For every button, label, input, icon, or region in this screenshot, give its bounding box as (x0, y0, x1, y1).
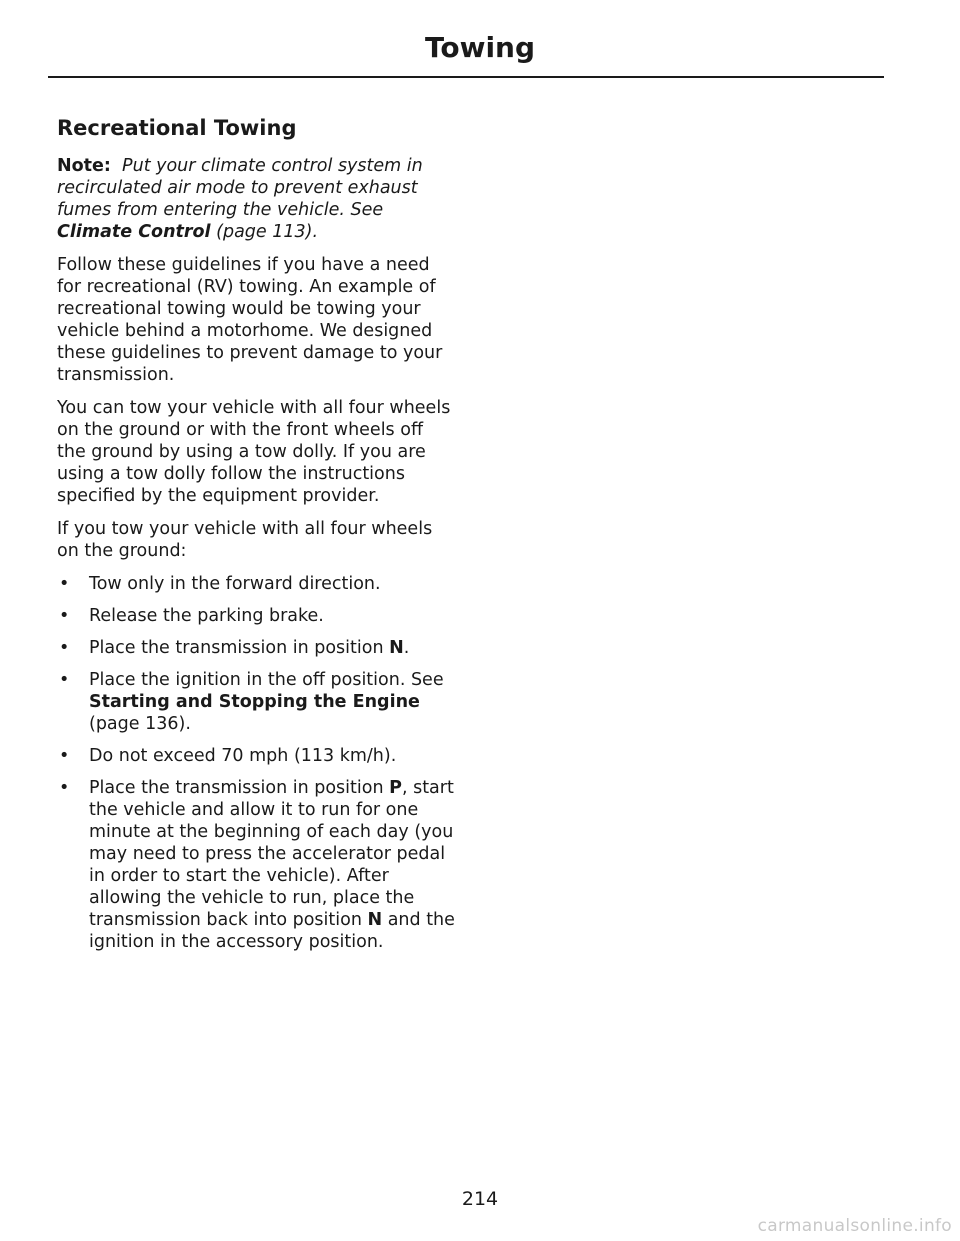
bullet-icon: • (59, 574, 70, 594)
list-item-text-end: and the ignition in the accessory position. (89, 910, 455, 952)
list-item-text: Place the transmission in position (89, 778, 390, 798)
paragraph-rv-guidelines: Follow these guidelines if you have a need for recreational (RV) towing. An example of recreational towing would be towing your vehicle behind a motorhome. We designed these guidelines to prevent damage to your transmission. (57, 255, 443, 385)
towing-steps-list (57, 573, 457, 953)
list-item (57, 669, 457, 735)
bullet-icon: • (59, 606, 70, 626)
list-item (57, 777, 457, 953)
list-item-text: Place the ignition in the off position. See (89, 670, 444, 690)
bullet-icon: • (59, 638, 70, 658)
paragraph-tow-dolly: You can tow your vehicle with all four wheels on the ground or with the front wheels off the ground by using a tow dolly. If you are using a tow dolly follow the instructions specified by the equipment provider. (57, 398, 451, 506)
list-item (57, 605, 457, 627)
paragraph-four-wheels-intro: If you tow your vehicle with all four wheels on the ground: (57, 519, 433, 561)
gear-position-n: N (367, 910, 383, 930)
note-text: Put your climate control system in recirculated air mode to prevent exhaust fumes from entering the vehicle. See (57, 156, 423, 220)
list-item-text: Place the transmission in position (89, 638, 390, 658)
watermark: carmanualsonline.info (757, 1216, 952, 1236)
bullet-icon: • (59, 670, 70, 690)
list-item-text: Release the parking brake. (89, 606, 324, 626)
section-title: Recreational Towing (57, 116, 297, 140)
list-item-text-end: . (403, 638, 410, 658)
list-item (57, 573, 457, 595)
ref-page: (page 136). (89, 714, 191, 734)
bullet-icon: • (59, 746, 70, 766)
note-ref-page: (page 113). (216, 222, 319, 242)
note-paragraph (57, 155, 457, 243)
page-number: 214 (461, 1188, 499, 1210)
list-item-text-middle: , start the vehicle and allow it to run for one minute at the beginning of each day (you may need to press the accelerator pedal in order to start the vehicle). After allowing the vehicle to run, place the transmission back into position (89, 778, 454, 930)
starting-stopping-ref-link[interactable]: Starting and Stopping the Engine (89, 692, 420, 712)
note-ref-link[interactable]: Climate Control (57, 222, 211, 242)
content-column (57, 114, 457, 963)
list-item (57, 637, 457, 659)
gear-position-n: N (389, 638, 404, 658)
page-header-title: Towing (424, 31, 536, 64)
list-item-text: Tow only in the forward direction. (89, 574, 381, 594)
list-item-text: Do not exceed 70 mph (113 km/h). (89, 746, 397, 766)
note-label: Note: (57, 156, 111, 176)
header-divider (48, 76, 884, 78)
gear-position-p: P (389, 778, 402, 798)
list-item (57, 745, 457, 767)
bullet-icon: • (59, 778, 70, 798)
